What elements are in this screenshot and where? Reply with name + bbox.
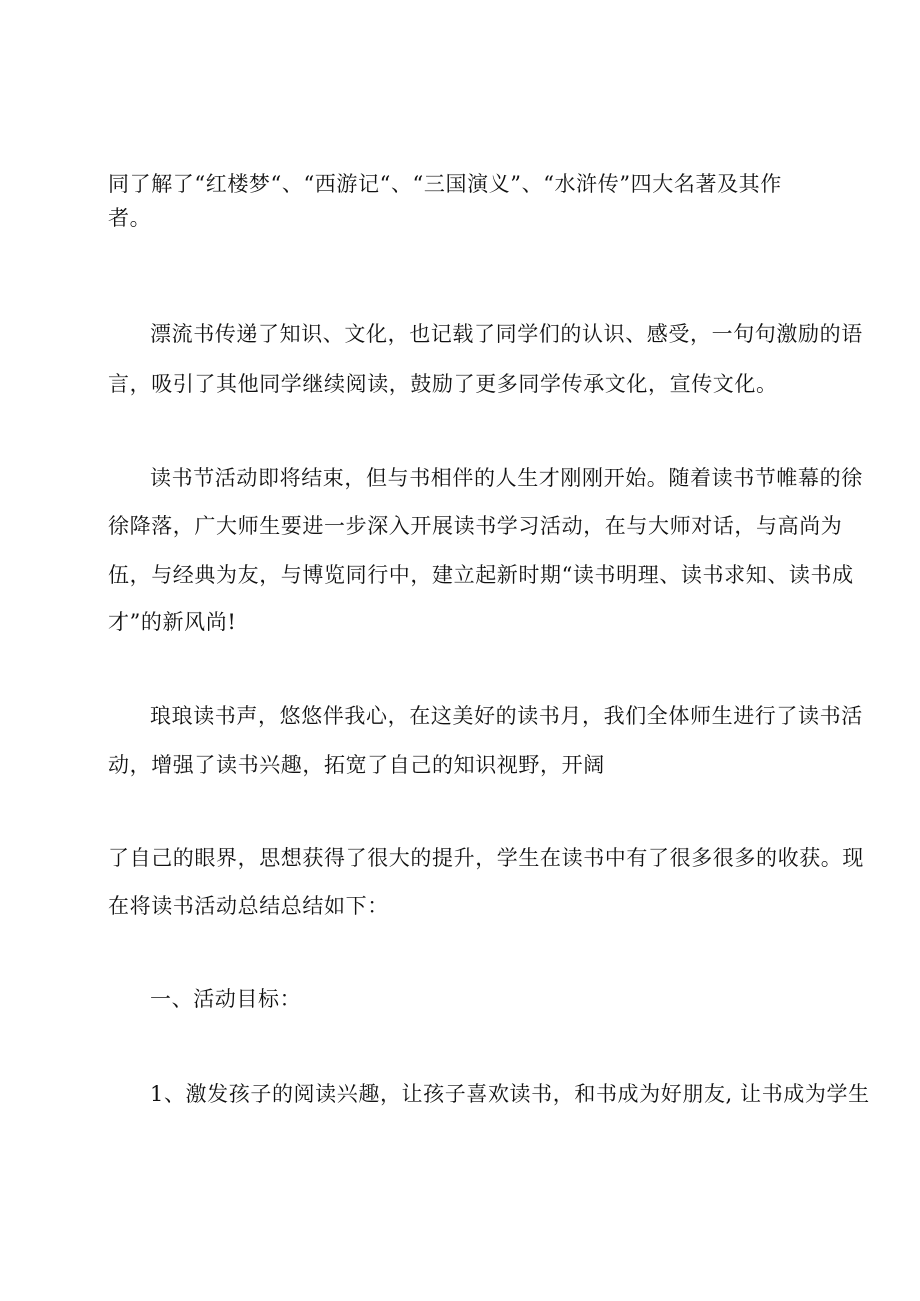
paragraph-line: 伍，与经典为友，与博览同行中，建立起新时期“读书明理、读书求知、读书成 xyxy=(108,563,854,587)
paragraph-line: 漂流书传递了知识、文化，也记载了同学们的认识、感受，一句句激励的语 xyxy=(150,322,863,346)
paragraph-line: 了自己的眼界，思想获得了很大的提升，学生在读书中有了很多很多的收获。现 xyxy=(108,846,864,870)
paragraph-line: 琅琅读书声，悠悠伴我心，在这美好的读书月，我们全体师生进行了读书活 xyxy=(150,704,863,728)
paragraph-line: 读书节活动即将结束，但与书相伴的人生才刚刚开始。随着读书节帷幕的徐 xyxy=(150,466,863,490)
list-item: 1、激发孩子的阅读兴趣，让孩子喜欢读书，和书成为好朋友, 让书成为学生 xyxy=(150,1082,870,1106)
paragraph-line: 动，增强了读书兴趣，拓宽了自己的知识视野，开阔 xyxy=(108,753,605,777)
section-heading: 一、活动目标： xyxy=(150,987,302,1011)
paragraph-line: 徐降落，广大师生要进一步深入开展读书学习活动，在与大师对话，与高尚为 xyxy=(108,514,843,538)
paragraph-line: 在将读书活动总结总结如下： xyxy=(108,894,389,918)
paragraph-line: 者。 xyxy=(108,206,152,230)
paragraph-line: 同了解了“红楼梦“、“西游记“、“三国演义”、“水浒传”四大名著及其作 xyxy=(108,172,782,196)
paragraph-line: 言，吸引了其他同学继续阅读，鼓励了更多同学传承文化，宣传文化。 xyxy=(108,372,778,396)
paragraph-line: 才”的新风尚! xyxy=(108,610,237,634)
